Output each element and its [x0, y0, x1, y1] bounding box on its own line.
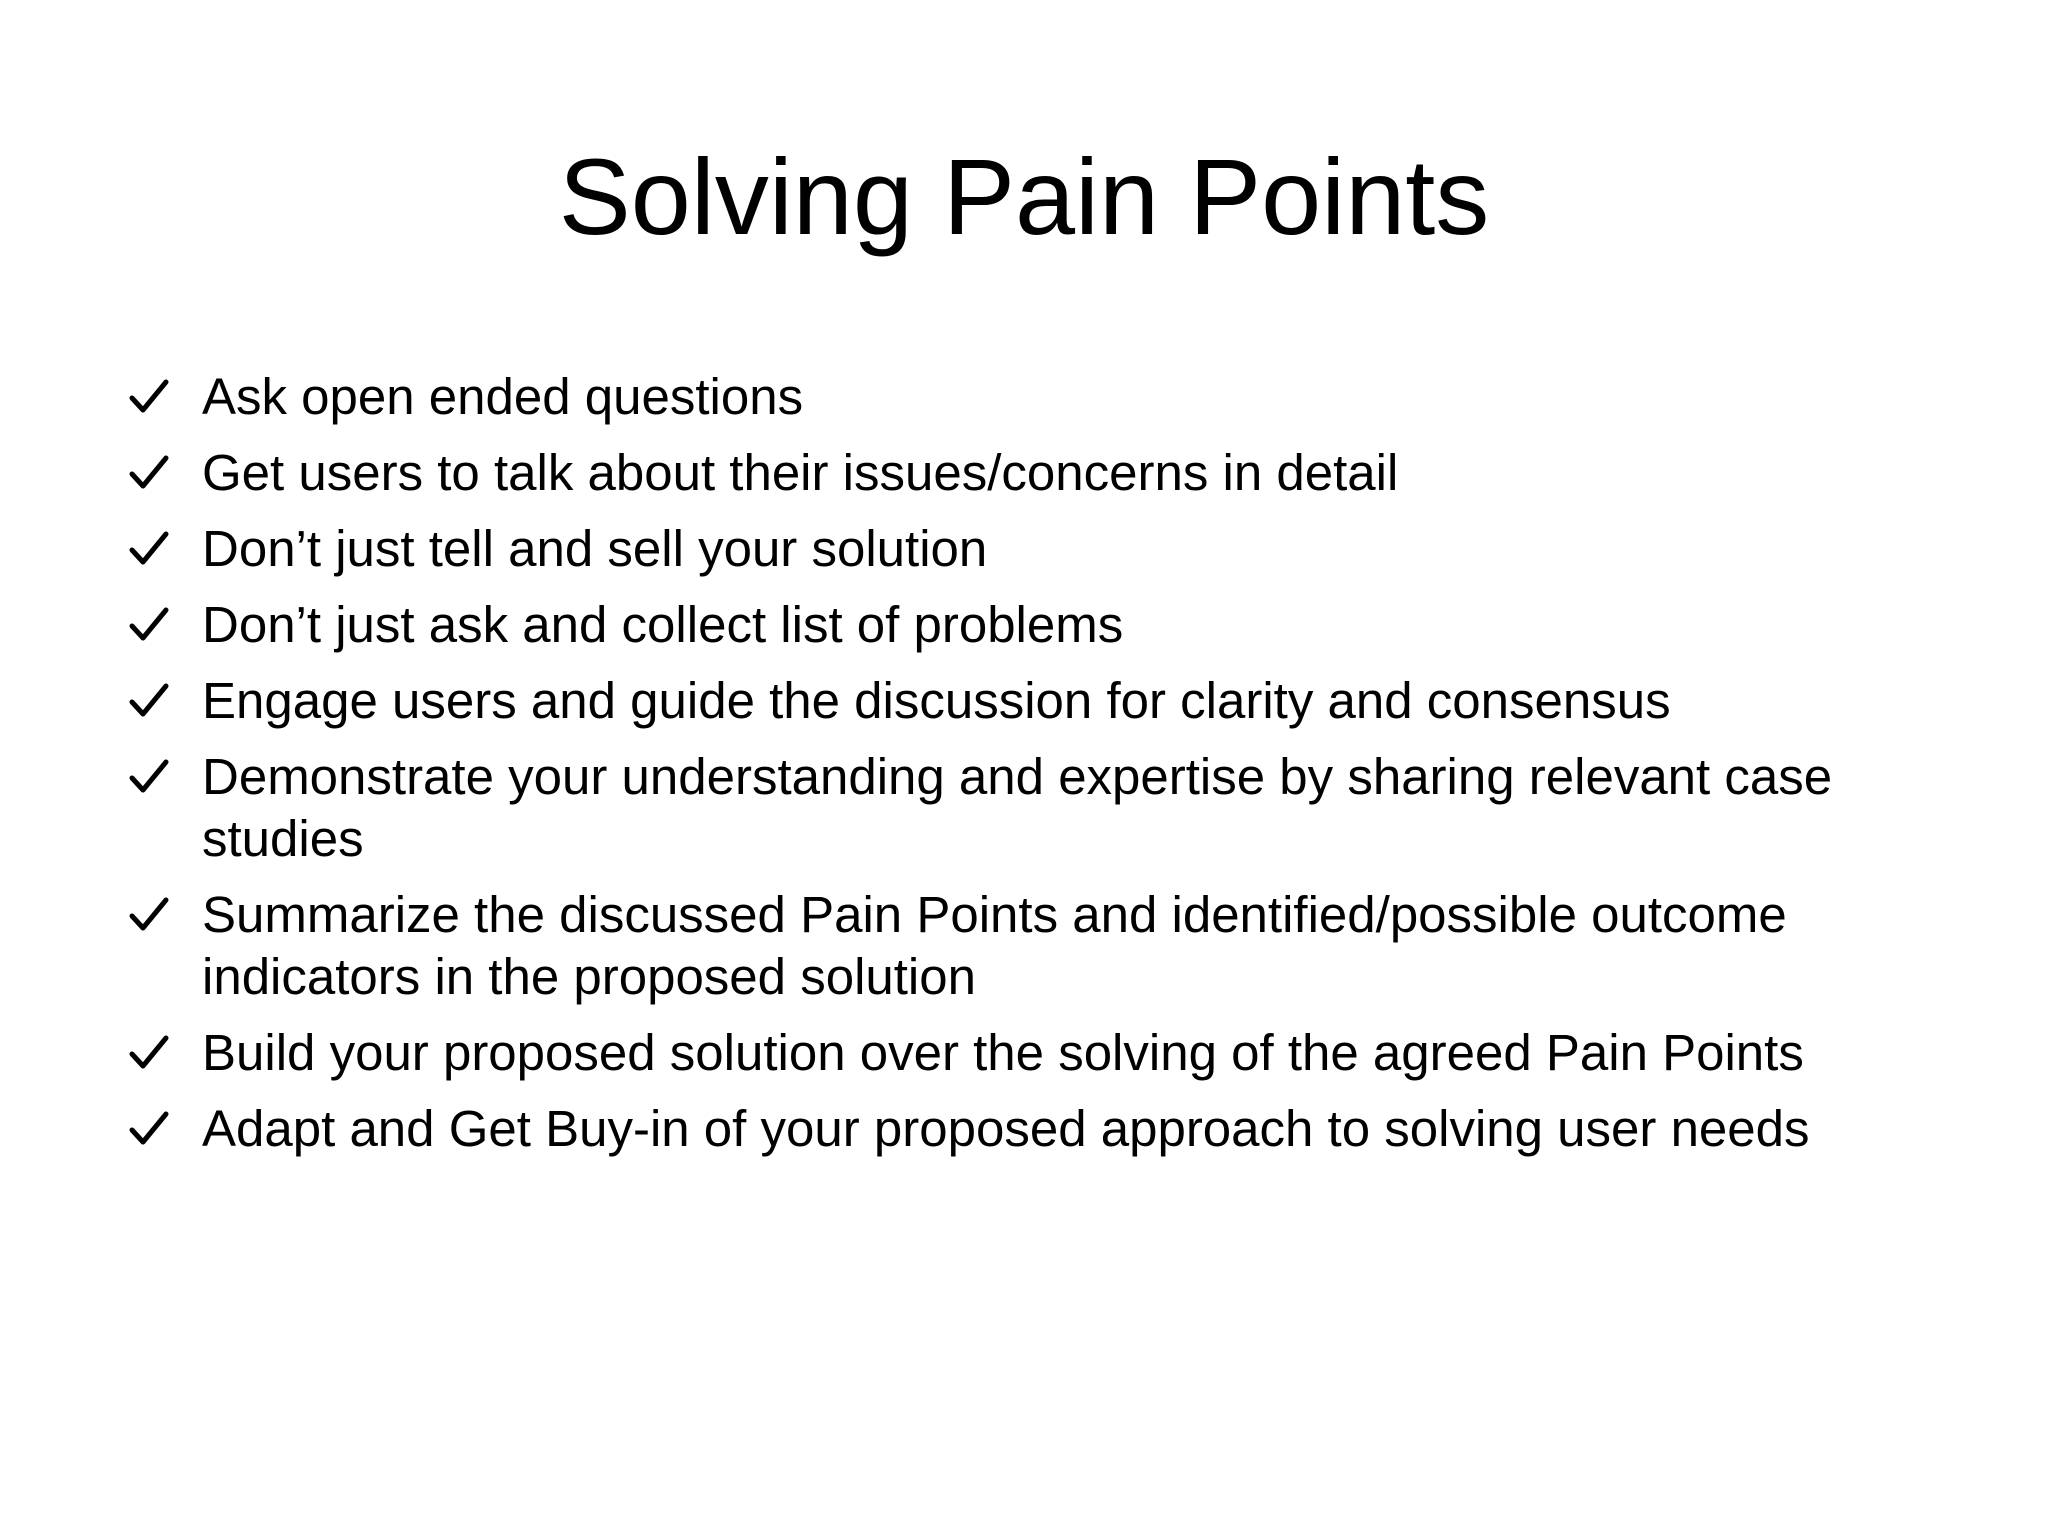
checkmark-icon — [128, 376, 170, 418]
checkmark-icon — [128, 894, 170, 936]
list-item — [128, 366, 1968, 428]
list-item — [128, 670, 1968, 732]
list-item-text: Don’t just ask and collect list of problems — [202, 596, 1124, 653]
list-item-text: Ask open ended questions — [202, 368, 804, 425]
list-item-text: Engage users and guide the discussion for clarity and consensus — [202, 672, 1671, 729]
checkmark-icon — [128, 452, 170, 494]
list-item-text: Don’t just tell and sell your solution — [202, 520, 988, 577]
list-item-text: Get users to talk about their issues/concerns in detail — [202, 444, 1399, 501]
list-item-text: Summarize the discussed Pain Points and identified/possible outcome indicators in the proposed solution — [202, 886, 1787, 1005]
checkmark-icon — [128, 1032, 170, 1074]
slide-title: Solving Pain Points — [558, 136, 1490, 257]
checkmark-icon — [128, 1108, 170, 1150]
list-item-text: Demonstrate your understanding and expertise by sharing relevant case studies — [202, 748, 1833, 867]
list-item — [128, 518, 1968, 580]
checkmark-icon — [128, 604, 170, 646]
list-item — [128, 442, 1968, 504]
checkmark-icon — [128, 756, 170, 798]
list-item-text: Build your proposed solution over the solving of the agreed Pain Points — [202, 1024, 1804, 1081]
list-item — [128, 884, 1968, 1008]
list-item — [128, 1098, 1968, 1160]
list-item-text: Adapt and Get Buy-in of your proposed approach to solving user needs — [202, 1100, 1810, 1157]
checkmark-icon — [128, 680, 170, 722]
bullet-list — [128, 366, 1968, 1174]
list-item — [128, 594, 1968, 656]
list-item — [128, 746, 1968, 870]
checkmark-icon — [128, 528, 170, 570]
list-item — [128, 1022, 1968, 1084]
